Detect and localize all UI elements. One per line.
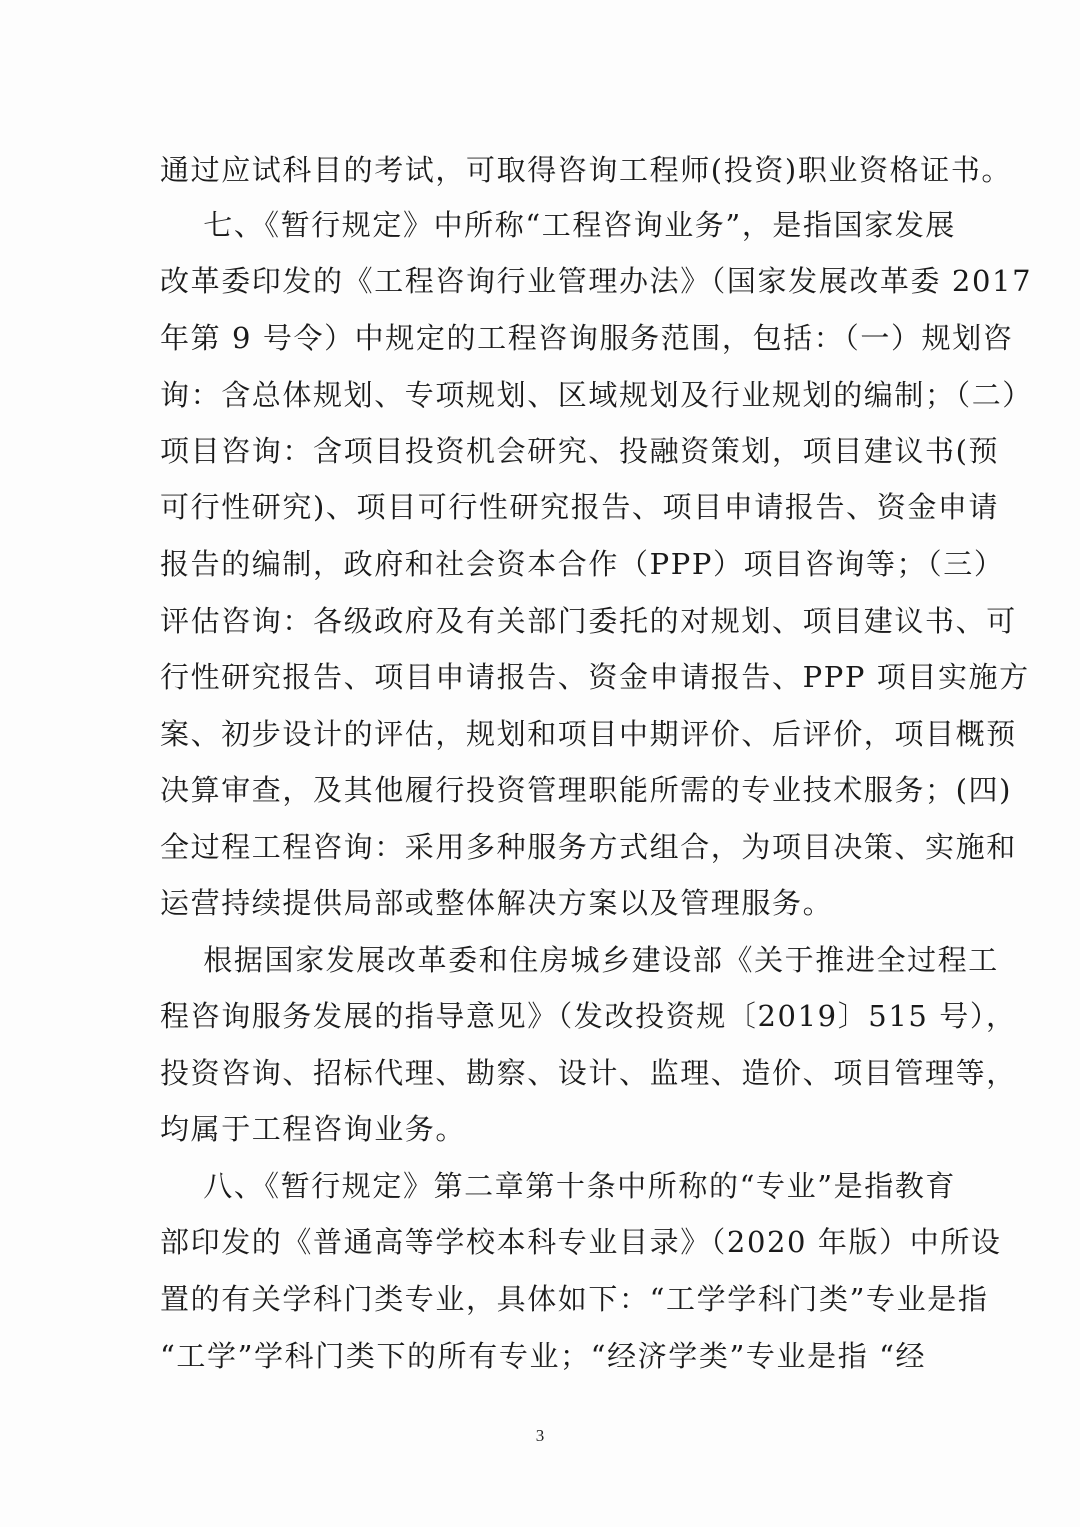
text-line: 八、《暂行规定》第二章第十条中所称的“专业”是指教育	[160, 1169, 957, 1203]
text-line: 置的有关学科门类专业，具体如下：“工学学科门类”专业是指	[160, 1282, 989, 1316]
text-line: 改革委印发的《工程咨询行业管理办法》（国家发展改革委 2017	[160, 264, 1033, 298]
page-number: 3	[535, 1426, 545, 1445]
text-line: 项目咨询：含项目投资机会研究、投融资策划，项目建议书(预	[160, 434, 1000, 468]
text-line: 根据国家发展改革委和住房城乡建设部《关于推进全过程工	[160, 943, 999, 977]
text-line: 均属于工程咨询业务。	[160, 1112, 467, 1146]
text-line: 决算审查，及其他履行投资管理职能所需的专业技术服务；(四)	[160, 773, 1013, 807]
text-line: “工学”学科门类下的所有专业；“经济学类”专业是指 “经	[160, 1339, 927, 1373]
text-line: 评估咨询：各级政府及有关部门委托的对规划、项目建议书、可	[160, 604, 1017, 638]
text-line: 通过应试科目的考试，可取得咨询工程师(投资)职业资格证书。	[160, 153, 1013, 187]
text-line: 运营持续提供局部或整体解决方案以及管理服务。	[160, 886, 834, 920]
text-line: 部印发的《普通高等学校本科专业目录》（2020 年版）中所设	[160, 1225, 1002, 1259]
text-line: 年第 9 号令）中规定的工程咨询服务范围，包括：（一）规划咨	[160, 321, 1014, 355]
text-line: 行性研究报告、项目申请报告、资金申请报告、PPP 项目实施方	[160, 660, 1030, 694]
text-line: 报告的编制，政府和社会资本合作（PPP）项目咨询等；（三）	[160, 547, 1005, 581]
text-line: 案、初步设计的评估，规划和项目中期评价、后评价，项目概预	[160, 717, 1017, 751]
text-line: 程咨询服务发展的指导意见》（发改投资规〔2019〕515 号），	[160, 999, 1017, 1033]
text-line: 七、《暂行规定》中所称“工程咨询业务”，是指国家发展	[160, 208, 957, 242]
text-line: 询：含总体规划、专项规划、区域规划及行业规划的编制；（二）	[160, 378, 1033, 412]
text-line: 全过程工程咨询：采用多种服务方式组合，为项目决策、实施和	[160, 830, 1017, 864]
text-line: 投资咨询、招标代理、勘察、设计、监理、造价、项目管理等，	[160, 1056, 1017, 1090]
text-line: 可行性研究)、项目可行性研究报告、项目申请报告、资金申请	[160, 490, 1000, 524]
